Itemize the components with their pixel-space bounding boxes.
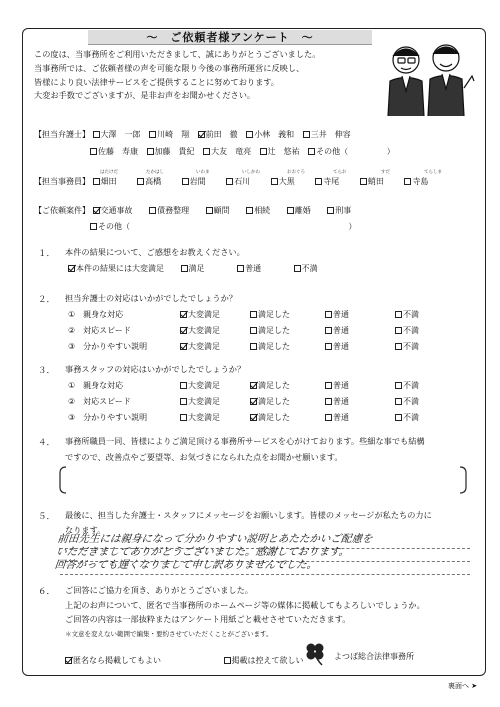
option-label: 大友 竜亮 <box>211 147 252 156</box>
checkbox[interactable] <box>147 148 154 155</box>
checkbox[interactable] <box>203 148 210 155</box>
furigana: すだ <box>381 170 390 175</box>
matrix-option[interactable] <box>395 309 419 320</box>
checkbox[interactable] <box>93 178 100 185</box>
staff-option[interactable] <box>315 176 339 187</box>
lawyer-option[interactable] <box>198 129 238 140</box>
intro-line: 大変お手数でございますが、是非お声をお聞かせください。 <box>34 90 256 101</box>
matrix-option[interactable] <box>180 412 220 423</box>
option-label: 満足した <box>258 397 290 406</box>
checkbox[interactable] <box>325 311 332 318</box>
question-number: ２． <box>38 295 56 305</box>
checkbox[interactable] <box>149 207 156 214</box>
staff-option[interactable] <box>93 176 117 187</box>
option-label: 普通 <box>245 264 262 273</box>
question-number: １． <box>38 249 56 259</box>
option-label: 辻 悠祐 <box>267 147 300 156</box>
case-row-1 <box>34 205 357 216</box>
q6-option[interactable] <box>224 655 304 666</box>
matrix-row-label: ① 親身な対応 <box>68 381 124 390</box>
matrix-row-label: ③ 分かりやすい説明 <box>68 413 148 422</box>
option-label: 普通 <box>333 397 349 406</box>
checkbox[interactable] <box>250 311 257 318</box>
checkbox[interactable] <box>395 311 402 318</box>
staff-option[interactable] <box>182 176 206 187</box>
checkbox[interactable] <box>90 148 97 155</box>
question-text: 事務スタッフの対応はいかがでしたでしょうか？ <box>65 364 246 374</box>
checkbox[interactable] <box>395 343 402 350</box>
option-label: 大変満足 <box>188 381 220 390</box>
question-number: ５． <box>38 512 56 522</box>
intro-line: 当事務所では、ご依頼者様の声を可能な限り今後の事務所運営に反映し、 <box>34 62 305 73</box>
checkbox[interactable] <box>294 265 301 272</box>
checkbox[interactable] <box>260 148 267 155</box>
handwriting-line: 回答がっても遅くなりまして申し訳ありませんでした。 <box>54 559 318 571</box>
checkbox[interactable] <box>395 398 402 405</box>
matrix-option[interactable] <box>180 309 220 320</box>
checkbox[interactable] <box>315 178 322 185</box>
question-text: 最後に、担当した弁護士・スタッフにメッセージをお願いします。皆様のメッセージが私たちの力に <box>65 510 432 520</box>
checkbox[interactable] <box>206 207 213 214</box>
staff-option[interactable] <box>137 176 161 187</box>
matrix-option[interactable] <box>325 412 349 423</box>
lawyers-label: 【担当弁護士】 <box>34 130 90 139</box>
case-option-other[interactable] <box>90 221 130 232</box>
option-label: 満足した <box>258 381 290 390</box>
option-label: 大変満足 <box>188 326 220 335</box>
lawyer-option[interactable] <box>308 146 348 157</box>
case-row-2 <box>90 221 357 232</box>
checkbox-checked[interactable] <box>65 657 72 664</box>
lawyer-option[interactable] <box>303 129 351 140</box>
staff-option[interactable] <box>226 176 250 187</box>
option-label: 満足 <box>188 264 205 273</box>
option-label: 前田 徹 <box>205 130 238 139</box>
option-label: 小林 義和 <box>254 130 295 139</box>
option-label: 畑田 <box>100 177 117 186</box>
handwriting-line: いただきましてありがとうございました。感謝しております。 <box>55 546 350 558</box>
question-text: 担当弁護士の対応はいかがでしたでしょうか？ <box>65 293 237 303</box>
case-label: 【ご依頼案件】 <box>34 206 90 215</box>
lawyer-option[interactable] <box>93 129 141 140</box>
option-label: 大変満足 <box>188 310 220 319</box>
option-label: 川崎 翔 <box>157 130 190 139</box>
checkbox[interactable] <box>325 327 332 334</box>
lawyers-row-2 <box>90 146 395 157</box>
option-label: 大黒 <box>278 177 295 186</box>
matrix-option[interactable] <box>180 396 220 407</box>
matrix-option[interactable] <box>180 380 220 391</box>
option-label: 高橋 <box>145 177 162 186</box>
checkbox[interactable] <box>149 131 156 138</box>
lawyer-option[interactable] <box>149 129 189 140</box>
checkbox[interactable] <box>271 178 278 185</box>
staff-label: 【担当事務員】 <box>34 177 90 186</box>
option-label: 佐藤 寿康 <box>98 147 138 156</box>
furigana: いわま <box>196 170 210 175</box>
case-option[interactable] <box>93 205 133 216</box>
option-label: 不満 <box>403 326 419 335</box>
option-label: その他（ <box>316 147 349 156</box>
checkbox[interactable] <box>246 131 253 138</box>
furigana: てらしま <box>424 170 442 175</box>
option-label: 普通 <box>333 310 349 319</box>
matrix-row-label: ② 対応スピード <box>68 326 131 335</box>
question-number: ３． <box>38 366 56 376</box>
option-label: 普通 <box>333 342 349 351</box>
checkbox[interactable] <box>308 148 315 155</box>
matrix-row-label: ① 親身な対応 <box>68 310 124 319</box>
furigana: いしかわ <box>242 170 260 175</box>
q1-option[interactable] <box>294 263 318 274</box>
matrix-option[interactable] <box>395 341 419 352</box>
matrix-option[interactable] <box>395 396 419 407</box>
question-number: ６． <box>38 587 56 597</box>
option-label: その他（ <box>98 222 130 231</box>
option-label: 石川 <box>234 177 251 186</box>
checkbox-checked[interactable] <box>180 343 187 350</box>
option-label: 大変満足 <box>188 413 220 422</box>
comment-box[interactable] <box>58 465 468 495</box>
option-label: 満足した <box>258 413 290 422</box>
intro-line: この度は、当事務所をご利用いただきまして、誠にありがとうございました。 <box>34 49 321 59</box>
option-label: 刑事 <box>335 206 352 215</box>
matrix-option[interactable] <box>325 341 349 352</box>
checkbox[interactable] <box>137 178 144 185</box>
staff-option[interactable] <box>360 176 384 187</box>
case-option[interactable] <box>206 205 230 216</box>
matrix-row-label: ③ 分かりやすい説明 <box>68 342 148 351</box>
checkbox[interactable] <box>327 207 334 214</box>
q6-options <box>65 655 310 666</box>
option-label: 不満 <box>403 342 419 351</box>
matrix-option[interactable] <box>180 341 220 352</box>
option-label: 不満 <box>403 397 419 406</box>
matrix-option[interactable] <box>395 380 419 391</box>
checkbox[interactable] <box>180 382 187 389</box>
question-text: ですので、改善点やご要望等、お気づきになられた点をお聞かせ願います。 <box>65 452 343 462</box>
handwritten-message <box>54 533 478 572</box>
checkbox[interactable] <box>250 327 257 334</box>
checkbox[interactable] <box>303 131 310 138</box>
office-name: よつば総合法律事務所 <box>334 652 414 661</box>
lawyer-option[interactable] <box>246 129 294 140</box>
matrix-option[interactable] <box>250 412 290 423</box>
question-text: なります。 <box>65 525 106 535</box>
matrix-option[interactable] <box>180 325 220 336</box>
matrix-option[interactable] <box>325 380 349 391</box>
checkbox[interactable] <box>250 343 257 350</box>
option-label: 加藤 貴紀 <box>154 147 195 156</box>
option-label: 普通 <box>333 413 349 422</box>
question-text: 事務所職員一同、皆様によりご満足頂ける事務所サービスを心がけております。些細な事でも結構 <box>65 436 425 446</box>
option-label: 債務整理 <box>157 206 190 215</box>
checkbox-checked[interactable] <box>93 207 100 214</box>
lawyers-illustration <box>378 36 476 116</box>
option-label: 普通 <box>333 326 349 335</box>
checkbox[interactable] <box>237 265 244 272</box>
question-text: ご回答にご協力を頂き、ありがとうございました。 <box>65 585 253 595</box>
option-label: 普通 <box>333 381 349 390</box>
next-page-text: 裏面へ <box>448 682 469 690</box>
checkbox[interactable] <box>360 178 367 185</box>
option-label: 三井 伸容 <box>310 130 351 139</box>
writing-line <box>60 574 470 575</box>
checkbox[interactable] <box>182 178 189 185</box>
question-text: 本件の結果について、ご感想をお教えください。 <box>65 247 245 257</box>
matrix-option[interactable] <box>395 412 419 423</box>
matrix-option[interactable] <box>395 325 419 336</box>
checkbox[interactable] <box>93 131 100 138</box>
page-frame <box>22 28 486 676</box>
matrix-option[interactable] <box>325 325 349 336</box>
option-label: 交通事故 <box>100 206 133 215</box>
option-label: 満足した <box>258 342 290 351</box>
question-number: ４． <box>38 438 56 448</box>
q1-option[interactable] <box>181 263 205 274</box>
option-label: 大変満足 <box>188 342 220 351</box>
option-label: 寺尾 <box>323 177 340 186</box>
question-text: 上記のお声について、匿名で当事務所のホームページ等の媒体に掲載してもよろしいでしょうか。 <box>65 600 425 610</box>
furigana: たかはし <box>146 170 164 175</box>
lawyer-option[interactable] <box>203 146 251 157</box>
note-text: ＊文意を変えない範囲で編集・要約させていただくことがございます。 <box>65 630 273 638</box>
checkbox[interactable] <box>180 414 187 421</box>
option-label: 大変満足 <box>188 397 220 406</box>
checkbox[interactable] <box>325 382 332 389</box>
option-label: 不満 <box>403 381 419 390</box>
checkbox[interactable] <box>181 265 188 272</box>
furigana: おおぐろ <box>287 170 305 175</box>
option-label: 不満 <box>301 264 318 273</box>
checkbox[interactable] <box>325 398 332 405</box>
q1-option[interactable] <box>68 263 164 274</box>
checkbox-checked[interactable] <box>198 131 205 138</box>
lawyer-option[interactable] <box>90 146 138 157</box>
handwriting-line: 前田先生には親身になって分かりやすい説明とあたたかいご配慮を <box>56 533 374 545</box>
case-option[interactable] <box>149 205 189 216</box>
checkbox-checked[interactable] <box>250 398 257 405</box>
checkbox[interactable] <box>224 657 231 664</box>
q6-option[interactable] <box>65 655 161 666</box>
lawyers-row-1 <box>34 129 357 140</box>
checkbox-checked[interactable] <box>250 414 257 421</box>
matrix-option[interactable] <box>250 309 290 320</box>
staff-row <box>34 176 434 187</box>
furigana: はたけだ <box>100 170 118 175</box>
option-label: 掲載は控えて欲しい <box>231 656 304 665</box>
checkbox-checked[interactable] <box>250 382 257 389</box>
matrix-option[interactable] <box>250 325 290 336</box>
option-label: 顧問 <box>213 206 230 215</box>
option-label: 大澤 一郎 <box>100 130 141 139</box>
checkbox-checked[interactable] <box>180 311 187 318</box>
checkbox[interactable] <box>325 343 332 350</box>
matrix-option[interactable] <box>325 396 349 407</box>
other-close: ） <box>386 147 395 156</box>
page-title: ～ ご依頼者様アンケート ～ <box>146 31 314 44</box>
intro-line: 皆様により良い法律サービスをご提供することに努めております。 <box>34 76 279 87</box>
matrix-option[interactable] <box>250 396 290 407</box>
checkbox[interactable] <box>395 414 402 421</box>
option-label: 不満 <box>403 310 419 319</box>
checkbox[interactable] <box>246 207 253 214</box>
lawyer-option[interactable] <box>147 146 195 157</box>
option-label: 相続 <box>254 206 271 215</box>
question-text: ご回答の内容は一部抜粋またはアンケート用紙ごと載せさせていただきます。 <box>65 614 351 624</box>
matrix-option[interactable] <box>250 380 290 391</box>
matrix-row-label: ② 対応スピード <box>68 397 131 406</box>
staff-option[interactable] <box>404 176 428 187</box>
arrow-right-icon: ➤ <box>469 682 478 690</box>
next-page-label[interactable] <box>448 681 477 691</box>
matrix-option[interactable] <box>250 341 290 352</box>
checkbox[interactable] <box>404 178 411 185</box>
option-label: 岩間 <box>189 177 206 186</box>
q1-options <box>68 263 324 274</box>
checkbox[interactable] <box>180 398 187 405</box>
option-label: 寺島 <box>412 177 429 186</box>
staff-option[interactable] <box>271 176 295 187</box>
option-label: 本件の結果には大変満足 <box>76 264 164 273</box>
option-label: 満足した <box>258 310 290 319</box>
option-label: 満足した <box>258 326 290 335</box>
checkbox[interactable] <box>287 207 294 214</box>
other-close: ） <box>348 222 357 231</box>
checkbox[interactable] <box>325 414 332 421</box>
case-option[interactable] <box>246 205 270 216</box>
q1-option[interactable] <box>237 263 261 274</box>
furigana: てらお <box>333 170 347 175</box>
checkbox[interactable] <box>395 327 402 334</box>
checkbox-checked[interactable] <box>68 265 75 272</box>
case-option[interactable] <box>287 205 311 216</box>
checkbox[interactable] <box>226 178 233 185</box>
option-label: 匿名なら掲載してもよい <box>73 656 161 665</box>
checkbox-checked[interactable] <box>180 327 187 334</box>
option-label: 不満 <box>403 413 419 422</box>
option-label: 離婚 <box>294 206 311 215</box>
lawyer-option[interactable] <box>260 146 300 157</box>
clover-logo-icon <box>300 640 330 666</box>
checkbox[interactable] <box>395 382 402 389</box>
matrix-option[interactable] <box>325 309 349 320</box>
checkbox[interactable] <box>90 223 97 230</box>
case-option[interactable] <box>327 205 351 216</box>
option-label: 蛸田 <box>367 177 384 186</box>
intro-text <box>34 48 339 103</box>
